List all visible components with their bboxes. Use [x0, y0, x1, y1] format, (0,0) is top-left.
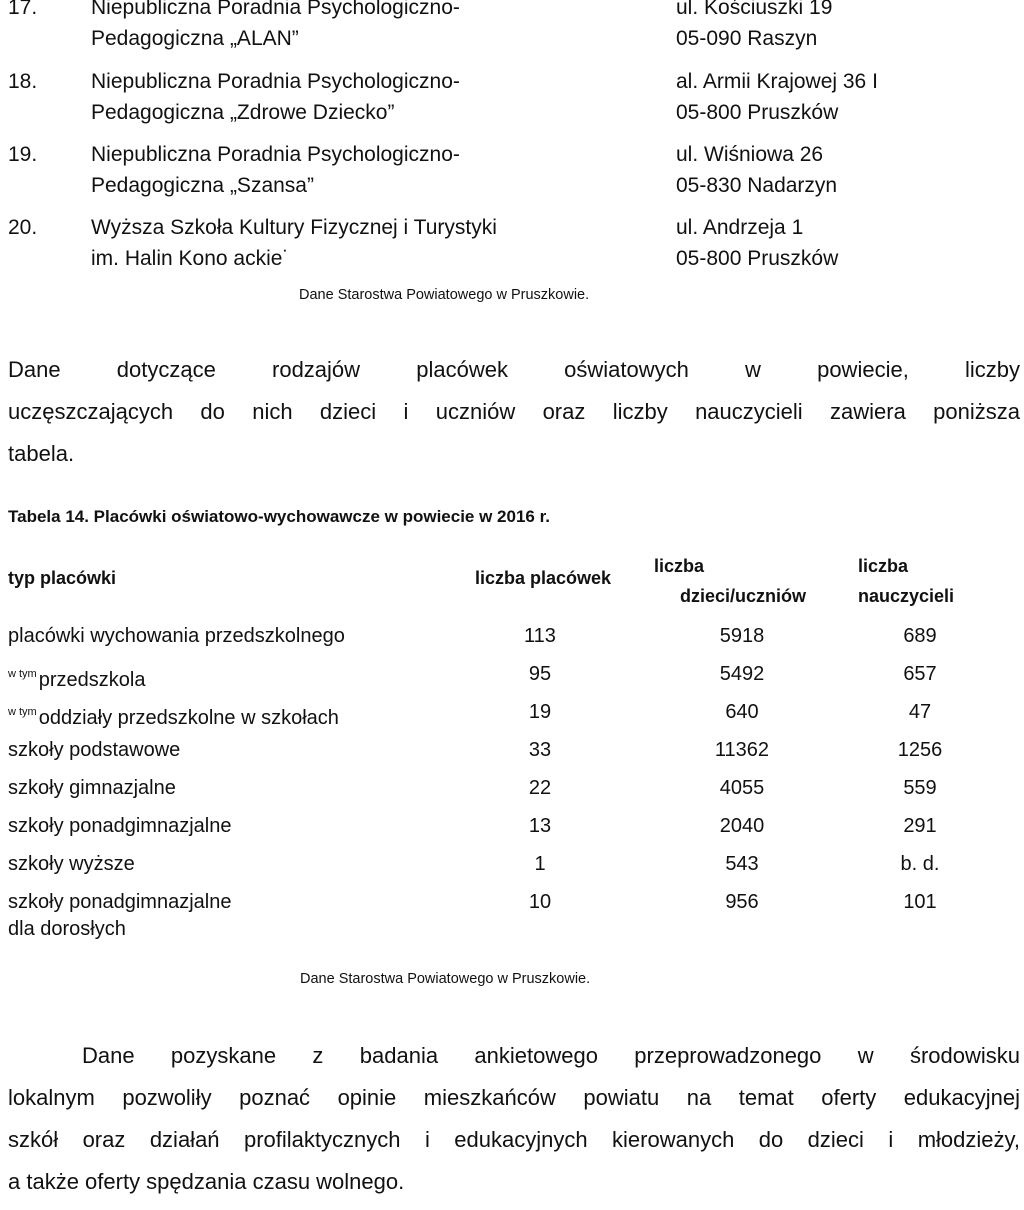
- institution-name-line2: im. Halin Kono ackie˙: [91, 247, 290, 270]
- institution-street: al. Armii Krajowej 36 I: [676, 70, 878, 93]
- cell-pupils: 956: [725, 891, 759, 913]
- cell-pupils: 4055: [719, 777, 765, 799]
- paragraph-line: uczęszczających do nich dzieci i uczniów oraz liczby nauczycieli zawiera poniższa: [8, 399, 1020, 424]
- source-note: Dane Starostwa Powiatowego w Pruszkowie.: [300, 971, 591, 987]
- paragraph-line: lokalnym pozwoliły poznać opinie mieszkańców powiatu na temat oferty edukacyjnej: [8, 1085, 1020, 1110]
- institution-postal-city: 05-800 Pruszków: [676, 101, 839, 124]
- cell-type: szkoły gimnazjalne: [8, 777, 176, 799]
- cell-pupils: 543: [725, 853, 759, 875]
- cell-count: 33: [528, 739, 552, 761]
- cell-pupils: 2040: [719, 815, 765, 837]
- cell-teachers: 101: [903, 891, 937, 913]
- column-header-count: liczba placówek: [474, 568, 612, 588]
- cell-teachers: 1256: [897, 739, 943, 761]
- cell-teachers: 559: [903, 777, 937, 799]
- intro-paragraph: [8, 349, 1020, 475]
- column-header-pupils-line1: liczba: [654, 556, 705, 576]
- column-header-pupils-line2: dzieci/uczniów: [679, 586, 807, 606]
- cell-type: szkoły wyższe: [8, 853, 135, 875]
- cell-count: 13: [528, 815, 552, 837]
- cell-count: 19: [528, 701, 552, 723]
- cell-type-line2: dla dorosłych: [8, 918, 126, 940]
- cell-type: $^{w tym}$ oddziały przedszkolne w szkołach: [8, 706, 339, 729]
- institution-name-line1: Wyższa Szkoła Kultury Fizycznej i Turystyki: [91, 216, 497, 239]
- institution-name-line1: Niepubliczna Poradnia Psychologiczno-: [91, 0, 460, 19]
- column-header-type: typ placówki: [8, 568, 117, 588]
- institution-name-line2: Pedagogiczna „Szansa”: [91, 174, 314, 197]
- institution-postal-city: 05-090 Raszyn: [676, 27, 818, 50]
- cell-count: 1: [534, 853, 546, 875]
- cell-teachers: 47: [908, 701, 932, 723]
- cell-type: szkoły podstawowe: [8, 739, 181, 761]
- cell-count: 95: [528, 663, 552, 685]
- cell-type: $^{w tym}$ przedszkola: [8, 668, 146, 691]
- cell-count: 22: [528, 777, 552, 799]
- institution-street: ul. Wiśniowa 26: [676, 143, 824, 166]
- cell-teachers: 689: [903, 625, 937, 647]
- item-number: 17.: [8, 0, 38, 19]
- row-prefix: w tym: [8, 668, 37, 680]
- cell-type: szkoły ponadgimnazjalne: [8, 891, 232, 913]
- table-caption: Tabela 14. Placówki oświatowo-wychowawcze w powiecie w 2016 r.: [8, 507, 550, 526]
- cell-pupils: 5918: [719, 625, 765, 647]
- paragraph-line: szkół oraz działań profilaktycznych i edukacyjnych kierowanych do dzieci i młodzieży,: [8, 1127, 1020, 1152]
- column-header-teachers-line2: nauczycieli: [858, 586, 955, 606]
- closing-paragraph: [8, 1035, 1020, 1203]
- paragraph-line: Dane dotyczące rodzajów placówek oświatowych w powiecie, liczby: [8, 357, 1020, 382]
- column-header-teachers-line1: liczba: [858, 556, 909, 576]
- cell-pupils: 5492: [719, 663, 765, 685]
- institution-street: ul. Kościuszki 19: [676, 0, 833, 19]
- cell-count: 113: [524, 625, 556, 647]
- institution-name-line1: Niepubliczna Poradnia Psychologiczno-: [91, 143, 460, 166]
- institution-postal-city: 05-800 Pruszków: [676, 247, 839, 270]
- cell-pupils: 11362: [714, 739, 770, 761]
- cell-teachers: 657: [903, 663, 937, 685]
- item-number: 19.: [8, 143, 38, 166]
- paragraph-line: tabela.: [8, 441, 75, 466]
- item-number: 20.: [8, 216, 38, 239]
- item-number: 18.: [8, 70, 38, 93]
- cell-teachers: 291: [903, 815, 937, 837]
- paragraph-line: a także oferty spędzania czasu wolnego.: [8, 1169, 405, 1194]
- cell-pupils: 640: [725, 701, 759, 723]
- cell-type: szkoły ponadgimnazjalne: [8, 815, 232, 837]
- cell-teachers: b. d.: [900, 853, 940, 875]
- institution-name-line2: Pedagogiczna „Zdrowe Dziecko”: [91, 101, 395, 124]
- institution-name-line1: Niepubliczna Poradnia Psychologiczno-: [91, 70, 460, 93]
- paragraph-line: Dane pozyskane z badania ankietowego przeprowadzonego w środowisku: [82, 1043, 1020, 1068]
- institution-name-line2: Pedagogiczna „ALAN”: [91, 27, 299, 50]
- source-note: Dane Starostwa Powiatowego w Pruszkowie.: [299, 287, 590, 303]
- row-prefix: w tym: [8, 706, 37, 718]
- cell-type: placówki wychowania przedszkolnego: [8, 625, 345, 647]
- institution-street: ul. Andrzeja 1: [676, 216, 804, 239]
- cell-count: 10: [528, 891, 552, 913]
- institution-postal-city: 05-830 Nadarzyn: [676, 174, 838, 197]
